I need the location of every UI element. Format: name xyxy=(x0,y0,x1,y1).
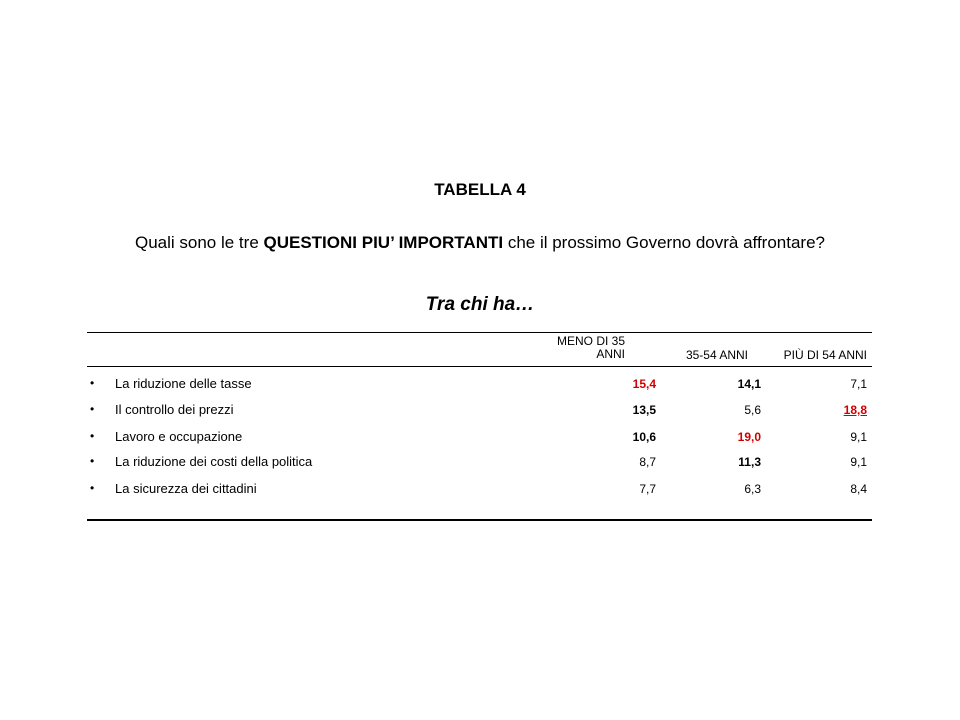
bullet-icon: • xyxy=(90,402,95,416)
table-row xyxy=(87,481,872,501)
row-value: 5,6 xyxy=(744,403,761,417)
row-label: Il controllo dei prezzi xyxy=(115,402,234,417)
row-value: 13,5 xyxy=(632,403,656,417)
question-part-3: che il prossimo Governo dovrà affrontare? xyxy=(503,233,825,252)
table-top-rule xyxy=(87,332,872,333)
bullet-icon: • xyxy=(90,454,95,468)
question-emphasis: QUESTIONI PIU’ IMPORTANTI xyxy=(263,233,504,252)
row-value: 8,7 xyxy=(639,455,656,469)
table-header-rule xyxy=(87,366,872,367)
row-value: 9,1 xyxy=(850,430,867,444)
question-part-1: Quali sono le tre xyxy=(134,233,264,252)
table-row xyxy=(87,454,872,474)
row-value: 8,4 xyxy=(850,482,867,496)
table-row xyxy=(87,429,872,449)
row-value: 10,6 xyxy=(632,430,656,444)
table-title: TABELLA 4 xyxy=(434,180,526,199)
row-value: 9,1 xyxy=(850,455,867,469)
bullet-icon: • xyxy=(90,376,95,390)
table-bottom-rule xyxy=(87,519,872,521)
row-label: La riduzione dei costi della politica xyxy=(115,454,313,469)
row-value: 7,1 xyxy=(850,377,867,391)
row-value: 19,0 xyxy=(737,430,761,444)
bullet-icon: • xyxy=(90,429,95,443)
column-header-35-54: 35-54 ANNI xyxy=(685,348,748,362)
row-value: 14,1 xyxy=(737,377,761,391)
table-row xyxy=(87,376,872,396)
row-value: 7,7 xyxy=(639,482,656,496)
row-value: 15,4 xyxy=(632,377,656,391)
column-header-under-35: MENO DI 35 ANNI xyxy=(556,334,625,361)
row-label: La riduzione delle tasse xyxy=(115,376,252,391)
row-label: La sicurezza dei cittadini xyxy=(115,481,257,496)
row-value: 18,8 xyxy=(843,403,867,417)
column-header-over-54: PIÙ DI 54 ANNI xyxy=(783,348,867,362)
subtitle: Tra chi ha… xyxy=(425,294,535,315)
question-text xyxy=(0,233,960,253)
row-label: Lavoro e occupazione xyxy=(115,429,243,444)
row-value: 11,3 xyxy=(738,455,761,469)
table-row xyxy=(87,402,872,422)
row-value: 6,3 xyxy=(744,482,761,496)
bullet-icon: • xyxy=(90,481,95,495)
